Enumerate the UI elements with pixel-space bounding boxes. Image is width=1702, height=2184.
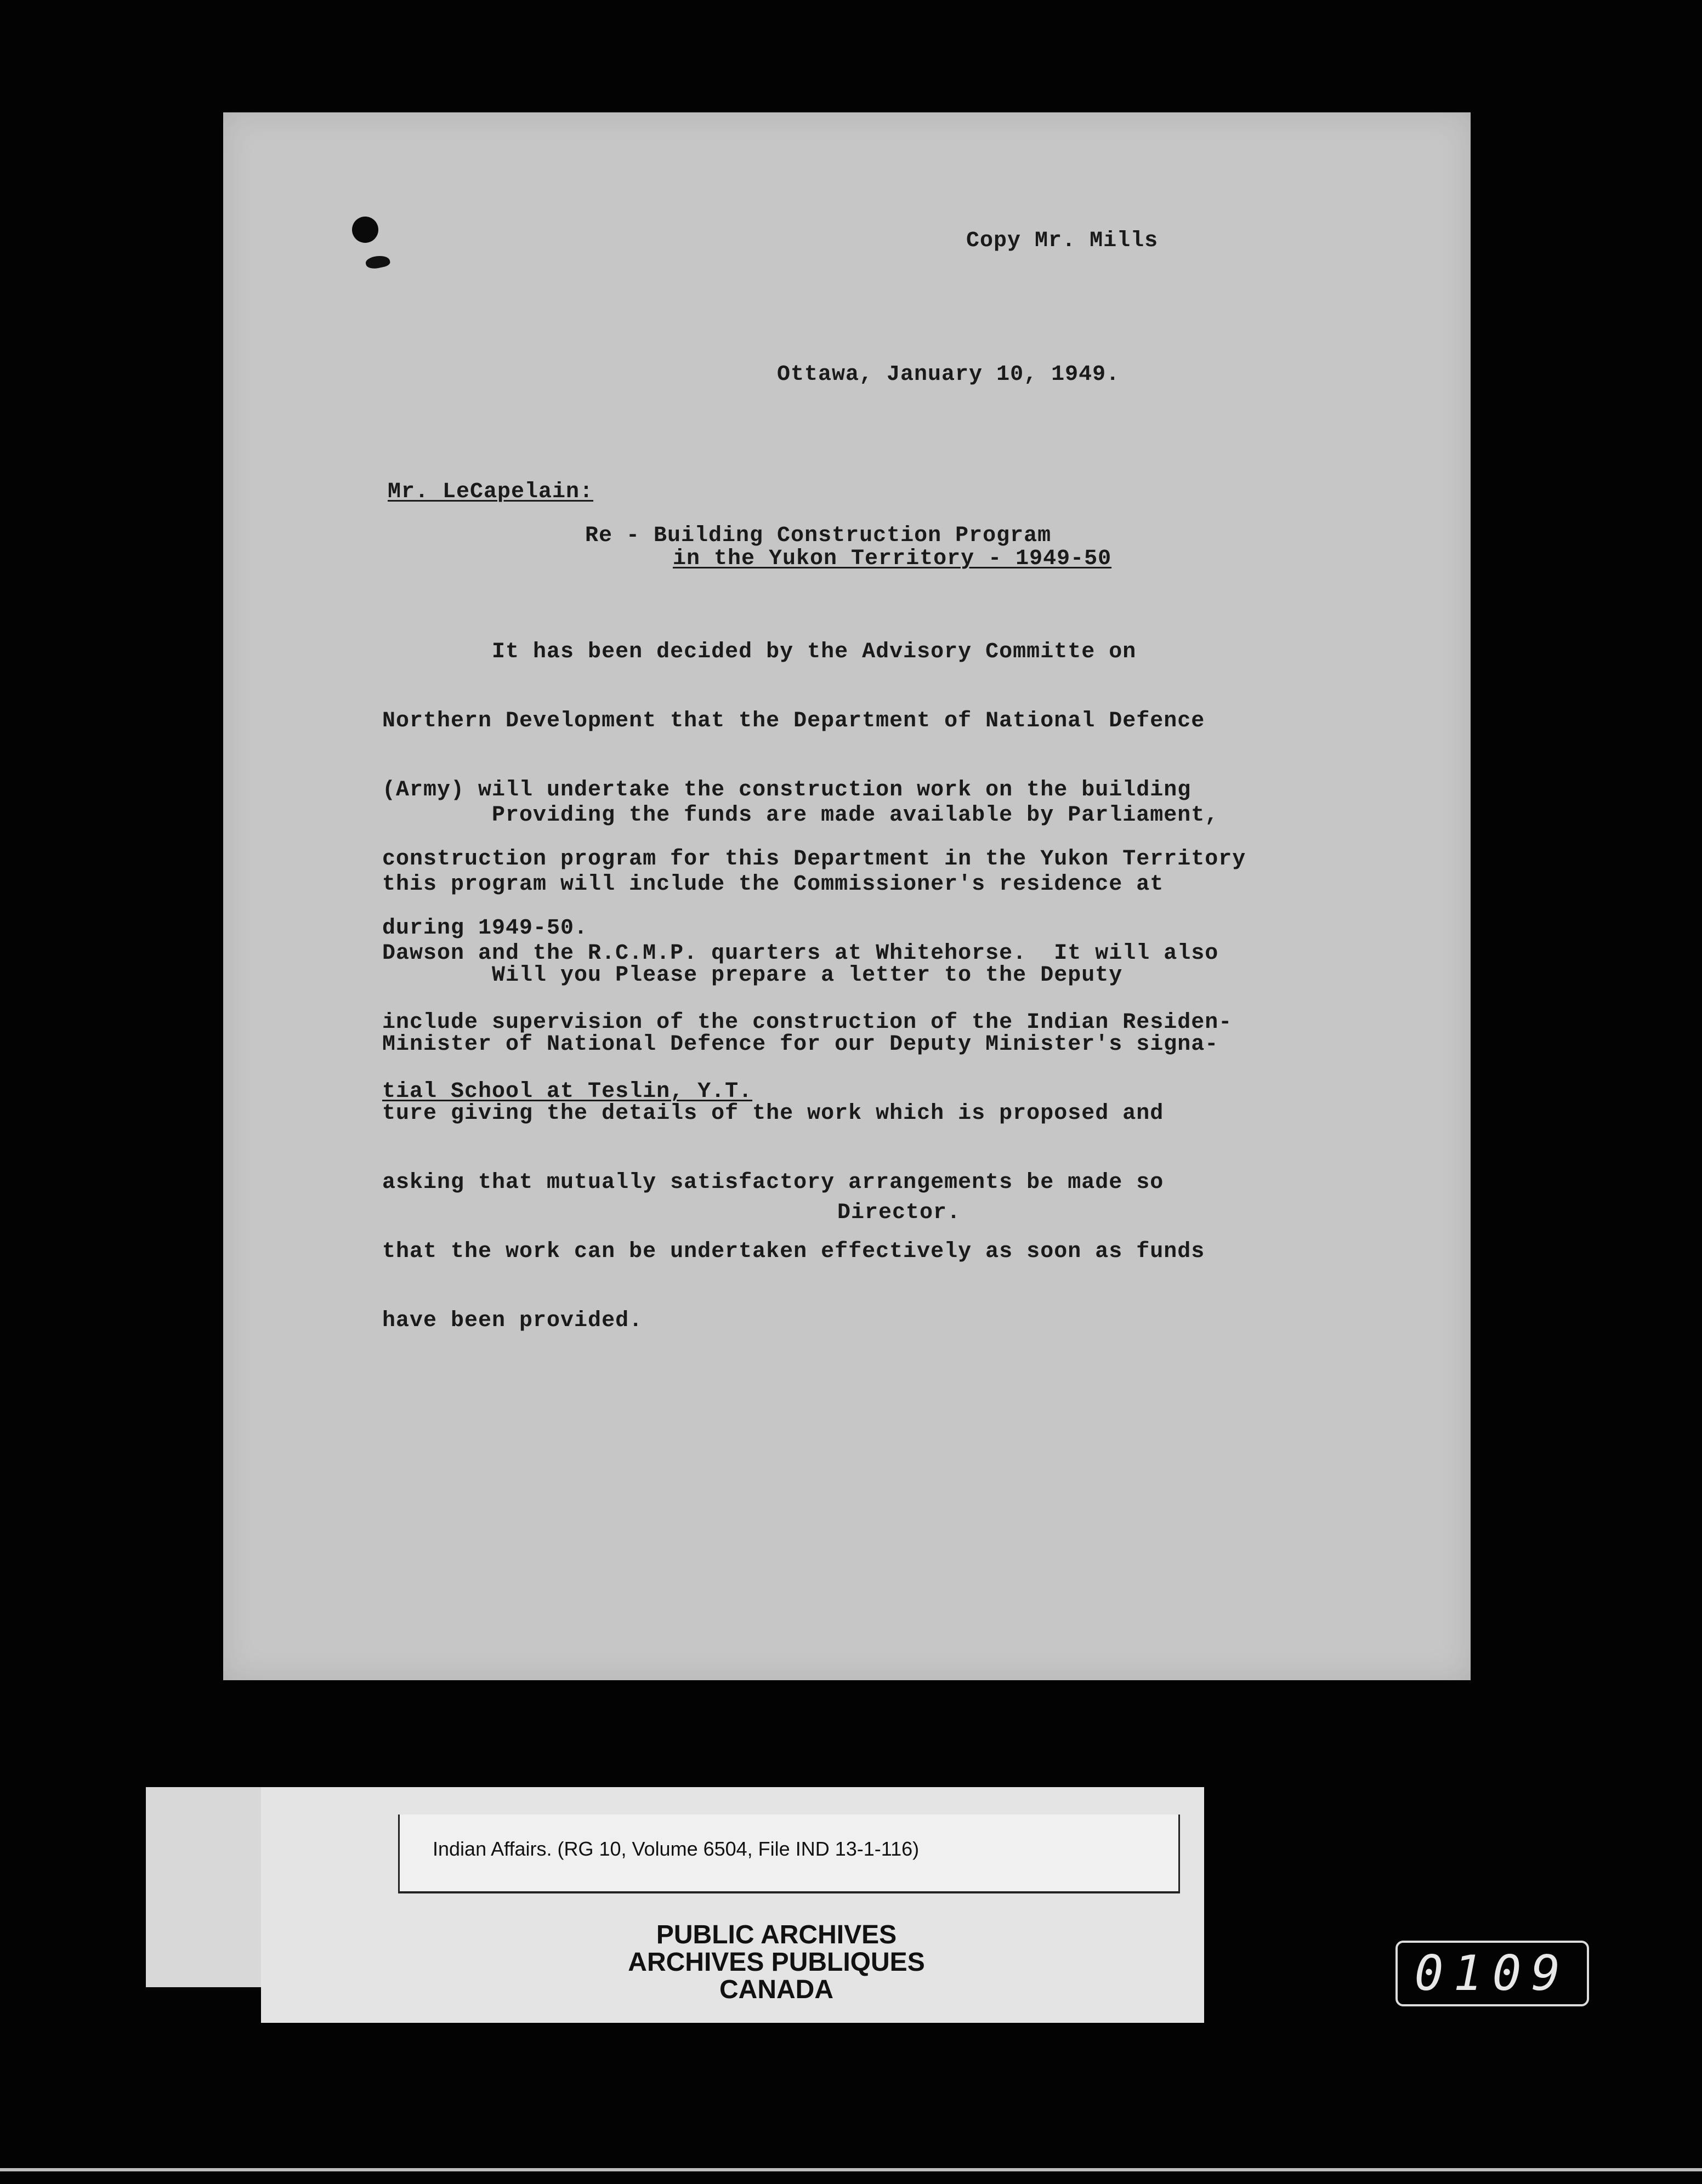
date-line: Ottawa, January 10, 1949. xyxy=(777,362,1120,387)
signature: Director. xyxy=(837,1201,961,1225)
archive-strip-inner xyxy=(261,1787,1204,2023)
paragraph-2: Providing the funds are made available by Parliament, this program will include the Commissioner's residence at Dawson and the R.C.M.P. quarters at Whitehorse. It will also include supervision of the construction of the Indian Residen- tial School at Teslin, Y.T. xyxy=(382,803,1233,1104)
film-edge xyxy=(0,2168,1702,2171)
paragraph-1: It has been decided by the Advisory Committe on Northern Development that the Department of National Defence (Army) will undertake the construction work on the building construction program for this Department in the Yukon Territory during 1949-50. xyxy=(382,640,1246,941)
archive-label-line-2: ARCHIVES PUBLIQUES xyxy=(628,1948,925,1977)
letter-sheet xyxy=(223,112,1471,1680)
paragraph-3: Will you Please prepare a letter to the Deputy Minister of National Defence for our Deputy Minister's signa- ture giving the details of the work which is proposed and asking that mutually satisfactory arrangements be made so that the work can be undertaken effectively as soon as funds have been provided. xyxy=(382,963,1219,1333)
copy-note: Copy Mr. Mills xyxy=(966,229,1159,253)
punch-hole xyxy=(352,217,378,243)
archive-label-line-1: PUBLIC ARCHIVES xyxy=(656,1920,897,1949)
subject-line-2: in the Yukon Territory - 1949-50 xyxy=(673,547,1112,571)
archive-label-line-3: CANADA xyxy=(719,1975,833,2004)
citation-box xyxy=(398,1815,1180,1893)
subject-line-1: Re - Building Construction Program xyxy=(585,524,1052,548)
archive-citation: Indian Affairs. (RG 10, Volume 6504, File IND 13-1-116) xyxy=(433,1838,920,1860)
archive-strip xyxy=(146,1787,1199,2004)
archive-label xyxy=(563,1921,990,2004)
frame-number: 0109 xyxy=(1395,1941,1589,2006)
addressee: Mr. LeCapelain: xyxy=(388,480,594,504)
ink-mark xyxy=(365,254,391,271)
